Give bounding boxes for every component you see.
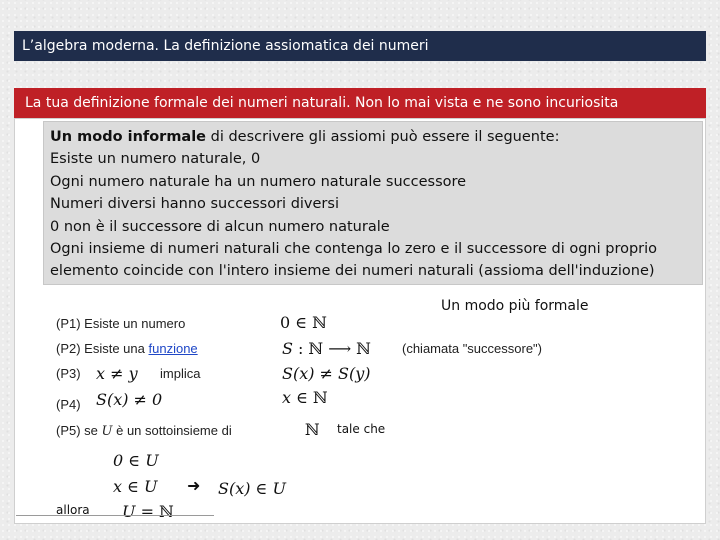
informal-line-1: Esiste un numero naturale, 0: [50, 151, 261, 168]
axiom-p3-text: (P3): [56, 366, 81, 381]
axiom-p5-suffix: è un sottoinsieme di: [112, 423, 232, 438]
footer-divider: [16, 515, 214, 516]
math-successor-function: [282, 339, 371, 359]
math-u-eq: U =: [122, 502, 160, 521]
math-zero-in-naturals: [280, 313, 327, 333]
math-x-neq-y: x ≠ y: [96, 364, 138, 383]
implication-arrow-icon: ➜: [187, 476, 201, 495]
slide-title: L’algebra moderna. La definizione assiomatica dei numeri: [14, 31, 706, 61]
naturals-symbol: ℕ: [305, 420, 320, 439]
axiom-p1-text: (P1) Esiste un numero: [56, 316, 186, 331]
math-u-eq-naturals: [122, 502, 174, 522]
math-colon: :: [292, 339, 309, 358]
informal-text: [50, 126, 657, 283]
naturals-symbol: ℕ: [308, 339, 324, 358]
math-s: S: [282, 339, 293, 358]
naturals-symbol: ℕ: [313, 388, 328, 407]
axiom-p5-var: U: [101, 424, 113, 439]
axiom-p4-text: (P4): [56, 397, 81, 412]
informal-line-3: Numeri diversi hanno successori diversi: [50, 196, 339, 213]
informal-lead: [50, 126, 657, 148]
successor-note: (chiamata "successore"): [402, 341, 542, 356]
naturals-symbol: ℕ: [159, 502, 174, 521]
math-x-in-naturals: [282, 388, 328, 408]
informal-line-6: elemento coincide con l'intero insieme dei numeri naturali (assioma dell'induzione): [50, 263, 655, 280]
math-x-in: x ∈: [282, 388, 314, 407]
math-sx-in-u: S(x) ∈ U: [218, 479, 286, 498]
axiom-p5-text: [56, 423, 232, 439]
naturals-symbol: ℕ: [312, 313, 327, 332]
math-zero-in-u: 0 ∈ U: [113, 451, 159, 470]
slide-subtitle: La tua definizione formale dei numeri naturali. Non lo mai vista e ne sono incuriosita: [14, 88, 706, 118]
axiom-p2-text: [56, 341, 198, 356]
axiom-p5-prefix: (P5) se: [56, 423, 102, 438]
such-that-text: tale che: [337, 422, 386, 436]
math-in-symbol: ∈: [290, 313, 313, 332]
informal-lead-bold: Un modo informale: [50, 129, 207, 145]
math-sx-neq-sy: S(x) ≠ S(y): [282, 364, 371, 383]
math-sx-neq-zero: S(x) ≠ 0: [96, 390, 163, 409]
informal-line-2: Ogni numero naturale ha un numero naturale successore: [50, 173, 467, 190]
math-x-in-u: x ∈ U: [113, 477, 158, 496]
naturals-symbol: ℕ: [356, 339, 371, 358]
then-text: allora: [56, 503, 90, 517]
math-naturals-p5: [305, 420, 320, 440]
informal-lead-rest: di descrivere gli assiomi può essere il seguente:: [206, 129, 560, 145]
axiom-p2-prefix: (P2) Esiste una: [56, 341, 149, 356]
math-arrow: ⟶: [323, 339, 357, 358]
formal-heading: Un modo più formale: [441, 298, 589, 314]
implies-text: implica: [160, 366, 201, 381]
informal-line-5: Ogni insieme di numeri naturali che contenga lo zero e il successore di ogni proprio: [50, 241, 658, 258]
math-zero: 0: [280, 313, 291, 332]
informal-line-4: 0 non è il successore di alcun numero naturale: [50, 218, 390, 235]
function-link[interactable]: funzione: [148, 341, 198, 356]
